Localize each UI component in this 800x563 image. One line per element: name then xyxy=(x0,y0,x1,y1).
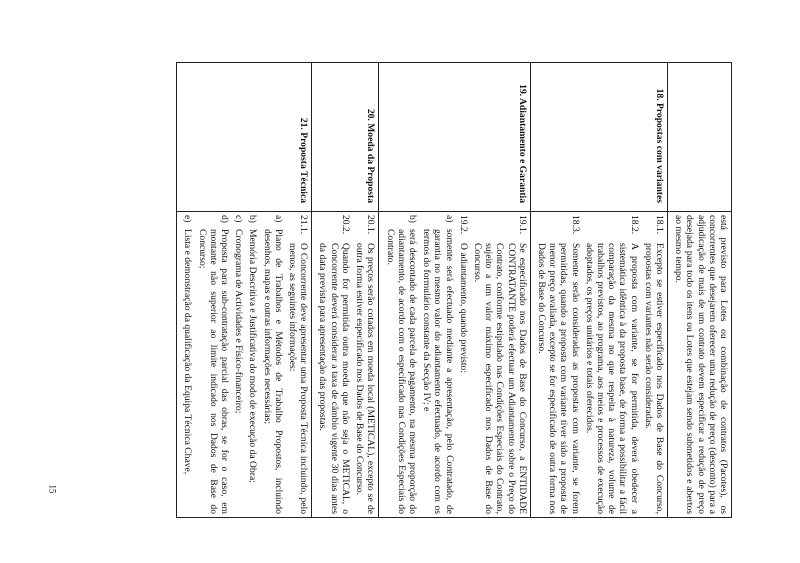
clause-text: O adiantamento, quando previsto: xyxy=(457,243,469,374)
sub-text: Lista e demonstração da qualificação da Equipa Técnica Chave, xyxy=(182,229,194,475)
row-header xyxy=(667,63,731,212)
clause-number: 19.2. xyxy=(457,215,469,235)
sub-text: Proposta para sub-contratação parcial das obras, se for o caso, em montante não superior ao limite indicado nos Dados de Base do Concurso; xyxy=(196,229,231,514)
clause-number: 18.2. xyxy=(628,215,640,235)
paragraph: está previsto para Lotes ou combinação de contratos (Pacotes), os concorrentes que desejarem oferecer uma redução de preço (desconto) para a adjudicação de mais de um contrato devem especificar a redução de preço desejada para todo os itens ou Lotes que estejam sendo submetidos e abertos ao mesmo tempo. xyxy=(673,215,729,514)
row-content xyxy=(667,212,731,518)
table-row xyxy=(667,63,731,518)
row-header: 21. Proposta Técnica xyxy=(177,63,312,212)
row-content xyxy=(312,212,379,518)
clause-text: Quando for permitida outra moeda que não seja o METICAL, o Concorrente deverá considerar a taxa de câmbio vigente 30 dias antes da data prevista para apresentação das propostas. xyxy=(317,243,351,514)
row-header: 19. Adiantamento e Garantia xyxy=(379,63,530,212)
sub-text: somente será efectuado mediante a apresentação, pelo Contratado, de garantia no mesmo valor do adiantamento efectuado, de acordo com os termos do formulário constante da Secção IV; e xyxy=(421,229,455,514)
sub-letter: d) xyxy=(219,215,231,223)
sub-text: Plano de Trabalhos e Métodos de Trabalho Propostos, incluindo desenhos, mapas e outras informações necessárias; xyxy=(261,229,284,514)
table-row xyxy=(379,63,530,518)
sub-text: Memória Descritiva e Justificativa do modo de execução da Obra; xyxy=(247,229,259,483)
clause-number: 18.3. xyxy=(569,215,581,235)
sub-letter: e) xyxy=(182,215,194,223)
page-number: 15 xyxy=(47,484,58,494)
instructions-table xyxy=(176,62,732,518)
clause-number: 20.2. xyxy=(339,215,351,235)
sub-letter: a) xyxy=(272,215,284,223)
sub-letter: b) xyxy=(406,215,418,223)
sub-letter: b) xyxy=(247,215,259,223)
clause-text: Excepto se estiver especificado nos Dados de Base do Concurso, propostas com variantes não serão consideradas. xyxy=(642,243,665,514)
clause-number: 18.1. xyxy=(653,215,665,235)
clause-number: 20.1. xyxy=(365,215,377,235)
sub-letter: c) xyxy=(233,215,245,223)
clause-number: 21.1. xyxy=(298,215,310,235)
clause-text: Os preços serão cotados em moeda local (METICAL), excepto se de outra forma estiver especificado nos Dados de Base do Concurso. xyxy=(354,243,377,514)
table-row xyxy=(177,63,312,518)
clause-number: 19.1. xyxy=(516,215,528,235)
sub-text: será descontado de cada parcela de pagamento, na mesma proporção do adiantamento, de acordo com o especificado nas Condições Especiais do Contrato. xyxy=(384,229,418,514)
row-header: 18. Propostas com variantes xyxy=(530,63,667,212)
table-row xyxy=(312,63,379,518)
sub-letter: a) xyxy=(443,215,455,223)
clause-text: A proposta com variante, se for permitida, deverá obedecer a sistemática idêntica à da proposta base, de forma a possibilitar a fácil comparação da mesma no que respeita à natureza, volume de trabalhos previstos, ao programa, aos meios e processos de execução adoptados, os preços unitários e totais oferecidos. xyxy=(583,243,640,514)
row-content xyxy=(530,212,667,518)
sub-text: Cronograma de Actividades e Físico-financeiro; xyxy=(233,229,245,414)
rotated-document-page xyxy=(62,62,732,518)
clause-text: Se especificado nos Dados de Base do Concurso, a ENTIDADE CONTRATANTE poderá efectuar um Adiantamento sobre o Preço do Contrato, conforme estipulado nas Condições Especiais do Contrato, sujeito a um valor máximo especificado nos Dados de Base do Concurso. xyxy=(471,243,528,514)
table-row xyxy=(530,63,667,518)
clause-text: Somente serão consideradas as propostas com variante, se forem permitidas, quando a proposta com variante tiver sido a proposta de menor preço avaliada, excepto se for especificado de outra forma nos Dados de Base do Concurso. xyxy=(535,243,581,514)
row-content xyxy=(379,212,530,518)
clause-text: O Concorrente deve apresentar uma Proposta Técnica incluindo, pelo menos, as seguintes informações: xyxy=(287,243,310,514)
row-content xyxy=(177,212,312,518)
row-header: 20. Moeda da Proposta xyxy=(312,63,379,212)
